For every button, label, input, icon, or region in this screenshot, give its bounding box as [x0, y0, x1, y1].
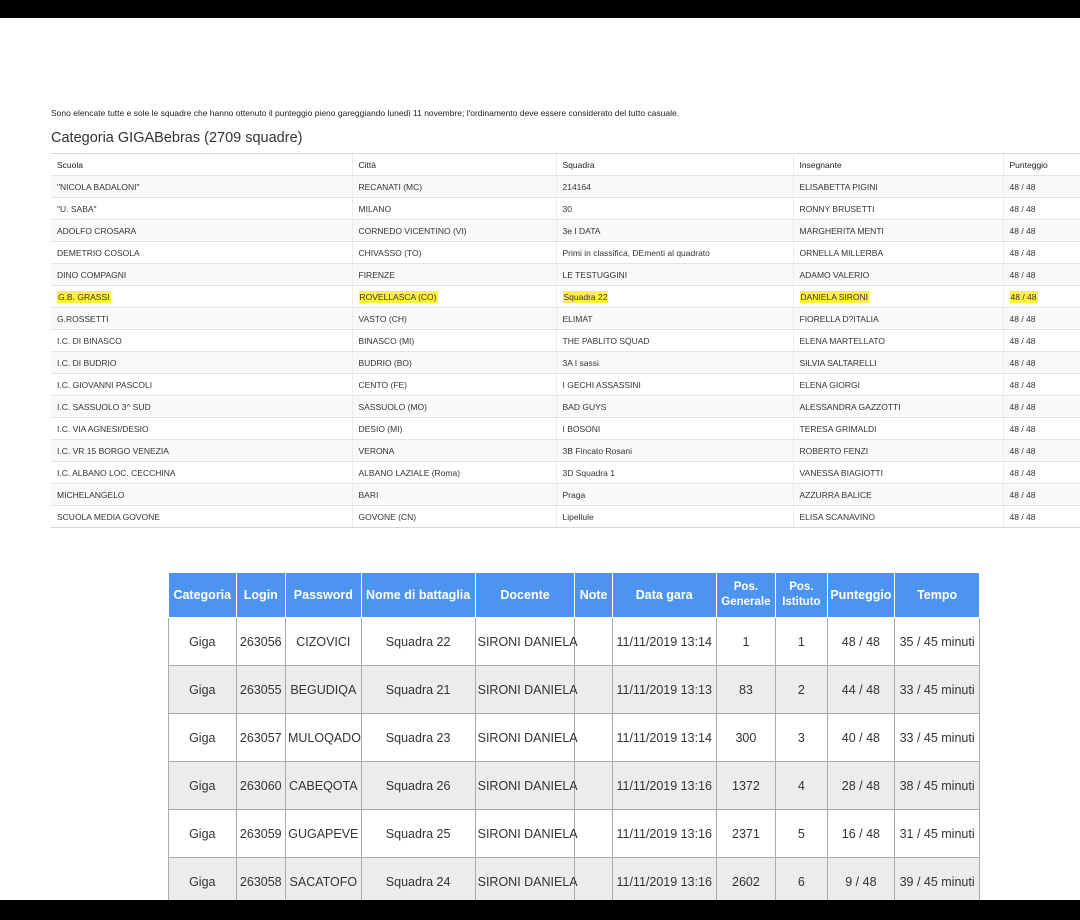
- bottom-black-bar: [0, 900, 1080, 920]
- cell-password: MULOQADO: [286, 714, 362, 762]
- cell-citta: CORNEDO VICENTINO (VI): [352, 220, 556, 242]
- cell-punteggio: 48 / 48: [1003, 176, 1080, 198]
- cell-login: 263057: [236, 714, 285, 762]
- cell-citta: GOVONE (CN): [352, 506, 556, 528]
- cell-data-gara: 11/11/2019 13:14: [612, 618, 716, 666]
- cell-squadra: Praga: [556, 484, 793, 506]
- column-header-squadra: Squadra: [556, 154, 793, 176]
- cell-nome-di-battaglia: Squadra 25: [361, 810, 475, 858]
- cell-squadra: 214164: [556, 176, 793, 198]
- column-header-insegnante: Insegnante: [793, 154, 1003, 176]
- cell-login: 263055: [236, 666, 285, 714]
- cell-squadra: 3e I DATA: [556, 220, 793, 242]
- column-header-docente: Docente: [475, 573, 575, 618]
- column-header-note: Note: [575, 573, 612, 618]
- cell-scuola: G.ROSSETTI: [51, 308, 352, 330]
- cell-punteggio: 44 / 48: [827, 666, 895, 714]
- cell-categoria: Giga: [169, 810, 237, 858]
- cell-insegnante: ELISA SCANAVINO: [793, 506, 1003, 528]
- cell-categoria: Giga: [169, 714, 237, 762]
- cell-data-gara: 11/11/2019 13:16: [612, 762, 716, 810]
- cell-punteggio: 48 / 48: [1003, 484, 1080, 506]
- column-header-data-gara: Data gara: [612, 573, 716, 618]
- cell-insegnante: VANESSA BIAGIOTTI: [793, 462, 1003, 484]
- cell-citta: CHIVASSO (TO): [352, 242, 556, 264]
- cell-scuola: I.C. GIOVANNI PASCOLI: [51, 374, 352, 396]
- cell-punteggio: 48 / 48: [1003, 506, 1080, 528]
- cell-data-gara: 11/11/2019 13:16: [612, 810, 716, 858]
- cell-insegnante: FIORELLA D?ITALIA: [793, 308, 1003, 330]
- cell-scuola: I.C. VIA AGNESI/DESIO: [51, 418, 352, 440]
- cell-pos-generale: 1: [716, 618, 776, 666]
- column-header-categoria: Categoria: [169, 573, 237, 618]
- cell-categoria: Giga: [169, 762, 237, 810]
- cell-data-gara: 11/11/2019 13:14: [612, 714, 716, 762]
- cell-punteggio: 48 / 48: [1003, 374, 1080, 396]
- cell-insegnante: ALESSANDRA GAZZOTTI: [793, 396, 1003, 418]
- cell-scuola: ADOLFO CROSARA: [51, 220, 352, 242]
- cell-squadra: 3A I sassi: [556, 352, 793, 374]
- cell-punteggio: 48 / 48: [1003, 418, 1080, 440]
- highlighted-text: G.B. GRASSI: [58, 291, 110, 302]
- cell-citta: [352, 286, 556, 308]
- table-row: [51, 374, 1080, 396]
- cell-tempo: 33 / 45 minuti: [895, 666, 980, 714]
- table-row: [169, 810, 980, 858]
- cell-categoria: Giga: [169, 858, 237, 906]
- cell-punteggio: 28 / 48: [827, 762, 895, 810]
- cell-pos-generale: 83: [716, 666, 776, 714]
- cell-punteggio: 48 / 48: [1003, 352, 1080, 374]
- cell-scuola: I.C. SASSUOLO 3^ SUD: [51, 396, 352, 418]
- cell-squadra: I GECHI ASSASSINI: [556, 374, 793, 396]
- cell-punteggio: 16 / 48: [827, 810, 895, 858]
- cell-squadra: 3B Fincato Rosani: [556, 440, 793, 462]
- column-header-citta: Città: [352, 154, 556, 176]
- cell-categoria: Giga: [169, 618, 237, 666]
- cell-scuola: I.C. DI BUDRIO: [51, 352, 352, 374]
- cell-scuola: DINO COMPAGNI: [51, 264, 352, 286]
- cell-nome-di-battaglia: Squadra 24: [361, 858, 475, 906]
- cell-password: BEGUDIQA: [286, 666, 362, 714]
- table-row: [169, 666, 980, 714]
- column-header-punteggio: Punteggio: [1003, 154, 1080, 176]
- cell-nome-di-battaglia: Squadra 22: [361, 618, 475, 666]
- cell-docente: SIRONI DANIELA: [475, 810, 575, 858]
- cell-tempo: 31 / 45 minuti: [895, 810, 980, 858]
- cell-squadra: 30: [556, 198, 793, 220]
- cell-punteggio: 48 / 48: [1003, 198, 1080, 220]
- cell-scuola: I.C. DI BINASCO: [51, 330, 352, 352]
- category-title: Categoria GIGABebras (2709 squadre): [51, 130, 303, 146]
- cell-insegnante: AZZURRA BALICE: [793, 484, 1003, 506]
- cell-nome-di-battaglia: Squadra 26: [361, 762, 475, 810]
- cell-pos-istituto: 2: [776, 666, 827, 714]
- cell-citta: ALBANO LAZIALE (Roma): [352, 462, 556, 484]
- intro-text: Sono elencate tutte e sole le squadre che hanno ottenuto il punteggio pieno gareggiando lunedì 11 novembre; l'ordinamento deve essere considerato del tutto casuale.: [51, 108, 680, 118]
- cell-pos-istituto: 1: [776, 618, 827, 666]
- cell-squadra: [556, 286, 793, 308]
- cell-login: 263059: [236, 810, 285, 858]
- highlighted-text: DANIELA SIRONI: [800, 291, 869, 302]
- cell-citta: MILANO: [352, 198, 556, 220]
- ranking-table: [51, 153, 1080, 528]
- table-row: [51, 484, 1080, 506]
- table-row: [169, 618, 980, 666]
- cell-citta: BUDRIO (BO): [352, 352, 556, 374]
- cell-pos-istituto: 3: [776, 714, 827, 762]
- table-row: [51, 396, 1080, 418]
- cell-docente: SIRONI DANIELA: [475, 618, 575, 666]
- cell-nome-di-battaglia: Squadra 21: [361, 666, 475, 714]
- cell-login: 263058: [236, 858, 285, 906]
- cell-pos-istituto: 4: [776, 762, 827, 810]
- cell-squadra: LE TESTUGGINI: [556, 264, 793, 286]
- cell-scuola: I.C. VR 15 BORGO VENEZIA: [51, 440, 352, 462]
- cell-scuola: [51, 286, 352, 308]
- highlighted-text: ROVELLASCA (CO): [359, 291, 437, 302]
- cell-data-gara: 11/11/2019 13:16: [612, 858, 716, 906]
- cell-punteggio: 48 / 48: [1003, 308, 1080, 330]
- cell-citta: DESIO (MI): [352, 418, 556, 440]
- cell-squadra: BAD GUYS: [556, 396, 793, 418]
- cell-note: [575, 858, 612, 906]
- cell-password: CABEQOTA: [286, 762, 362, 810]
- cell-squadra: ELIMAT: [556, 308, 793, 330]
- top-black-bar: [0, 0, 1080, 18]
- column-header-password: Password: [286, 573, 362, 618]
- cell-pos-generale: 1372: [716, 762, 776, 810]
- cell-squadra: I BOSONI: [556, 418, 793, 440]
- cell-squadra: THE PABLITO SQUAD: [556, 330, 793, 352]
- cell-login: 263056: [236, 618, 285, 666]
- cell-punteggio: 48 / 48: [1003, 242, 1080, 264]
- results-table: [168, 572, 980, 906]
- cell-punteggio: 9 / 48: [827, 858, 895, 906]
- cell-squadra: Primi in classifica, DEmenti al quadrato: [556, 242, 793, 264]
- table-row: [51, 462, 1080, 484]
- table-row: [51, 308, 1080, 330]
- table-row: [51, 286, 1080, 308]
- cell-scuola: DEMETRIO COSOLA: [51, 242, 352, 264]
- cell-note: [575, 618, 612, 666]
- cell-tempo: 33 / 45 minuti: [895, 714, 980, 762]
- cell-citta: BINASCO (MI): [352, 330, 556, 352]
- cell-pos-generale: 2602: [716, 858, 776, 906]
- cell-punteggio: 48 / 48: [1003, 396, 1080, 418]
- cell-note: [575, 666, 612, 714]
- cell-insegnante: ELENA GIORGI: [793, 374, 1003, 396]
- cell-punteggio: 48 / 48: [1003, 264, 1080, 286]
- column-header-nome-di-battaglia: Nome di battaglia: [361, 573, 475, 618]
- cell-insegnante: RONNY BRUSETTI: [793, 198, 1003, 220]
- cell-citta: SASSUOLO (MO): [352, 396, 556, 418]
- column-header-tempo: Tempo: [895, 573, 980, 618]
- cell-scuola: SCUOLA MEDIA GOVONE: [51, 506, 352, 528]
- cell-docente: SIRONI DANIELA: [475, 666, 575, 714]
- cell-pos-istituto: 5: [776, 810, 827, 858]
- cell-punteggio: 40 / 48: [827, 714, 895, 762]
- cell-citta: VERONA: [352, 440, 556, 462]
- cell-password: SACATOFO: [286, 858, 362, 906]
- cell-squadra: 3D Squadra 1: [556, 462, 793, 484]
- results-table-header: [169, 573, 980, 618]
- cell-punteggio: 48 / 48: [827, 618, 895, 666]
- cell-citta: RECANATI (MC): [352, 176, 556, 198]
- cell-scuola: I.C. ALBANO LOC. CECCHINA: [51, 462, 352, 484]
- cell-data-gara: 11/11/2019 13:13: [612, 666, 716, 714]
- cell-docente: SIRONI DANIELA: [475, 858, 575, 906]
- cell-punteggio: 48 / 48: [1003, 440, 1080, 462]
- cell-note: [575, 714, 612, 762]
- cell-pos-generale: 2371: [716, 810, 776, 858]
- cell-tempo: 35 / 45 minuti: [895, 618, 980, 666]
- cell-citta: FIRENZE: [352, 264, 556, 286]
- column-header-login: Login: [236, 573, 285, 618]
- table-row: [169, 762, 980, 810]
- cell-login: 263060: [236, 762, 285, 810]
- table-row: [51, 264, 1080, 286]
- cell-note: [575, 810, 612, 858]
- column-header-pos-generale: Pos. Generale: [716, 573, 776, 618]
- table-row: [51, 176, 1080, 198]
- cell-punteggio: 48 / 48: [1003, 330, 1080, 352]
- cell-squadra: Lipellule: [556, 506, 793, 528]
- column-header-pos-istituto: Pos. Istituto: [776, 573, 827, 618]
- table-row: [51, 198, 1080, 220]
- cell-docente: SIRONI DANIELA: [475, 762, 575, 810]
- cell-pos-istituto: 6: [776, 858, 827, 906]
- cell-insegnante: ELENA MARTELLATO: [793, 330, 1003, 352]
- table-row: [169, 714, 980, 762]
- cell-insegnante: SILVIA SALTARELLI: [793, 352, 1003, 374]
- cell-punteggio: [1003, 286, 1080, 308]
- cell-pos-generale: 300: [716, 714, 776, 762]
- column-header-punteggio: Punteggio: [827, 573, 895, 618]
- cell-insegnante: [793, 286, 1003, 308]
- cell-password: CIZOVICI: [286, 618, 362, 666]
- table-row: [51, 440, 1080, 462]
- cell-citta: CENTO (FE): [352, 374, 556, 396]
- cell-docente: SIRONI DANIELA: [475, 714, 575, 762]
- cell-punteggio: 48 / 48: [1003, 462, 1080, 484]
- cell-insegnante: ORNELLA MILLERBA: [793, 242, 1003, 264]
- table-row: [51, 506, 1080, 528]
- cell-insegnante: ELISABETTA PIGINI: [793, 176, 1003, 198]
- table-row: [51, 352, 1080, 374]
- cell-note: [575, 762, 612, 810]
- cell-tempo: 39 / 45 minuti: [895, 858, 980, 906]
- cell-scuola: MICHELANGELO: [51, 484, 352, 506]
- highlighted-text: Squadra 22: [563, 291, 608, 302]
- column-header-scuola: Scuola: [51, 154, 352, 176]
- table-row: [51, 220, 1080, 242]
- cell-categoria: Giga: [169, 666, 237, 714]
- cell-citta: BARI: [352, 484, 556, 506]
- cell-punteggio: 48 / 48: [1003, 220, 1080, 242]
- table-row: [51, 330, 1080, 352]
- cell-password: GUGAPEVE: [286, 810, 362, 858]
- table-row: [51, 242, 1080, 264]
- cell-insegnante: ADAMO VALERIO: [793, 264, 1003, 286]
- ranking-table-header: [51, 154, 1080, 176]
- table-row: [169, 858, 980, 906]
- cell-nome-di-battaglia: Squadra 23: [361, 714, 475, 762]
- cell-insegnante: ROBERTO FENZI: [793, 440, 1003, 462]
- table-row: [51, 418, 1080, 440]
- cell-scuola: "U. SABA": [51, 198, 352, 220]
- highlighted-text: 48 / 48: [1010, 291, 1037, 302]
- cell-insegnante: MARGHERITA MENTI: [793, 220, 1003, 242]
- cell-citta: VASTO (CH): [352, 308, 556, 330]
- cell-insegnante: TERESA GRIMALDI: [793, 418, 1003, 440]
- cell-tempo: 38 / 45 minuti: [895, 762, 980, 810]
- cell-scuola: "NICOLA BADALONI": [51, 176, 352, 198]
